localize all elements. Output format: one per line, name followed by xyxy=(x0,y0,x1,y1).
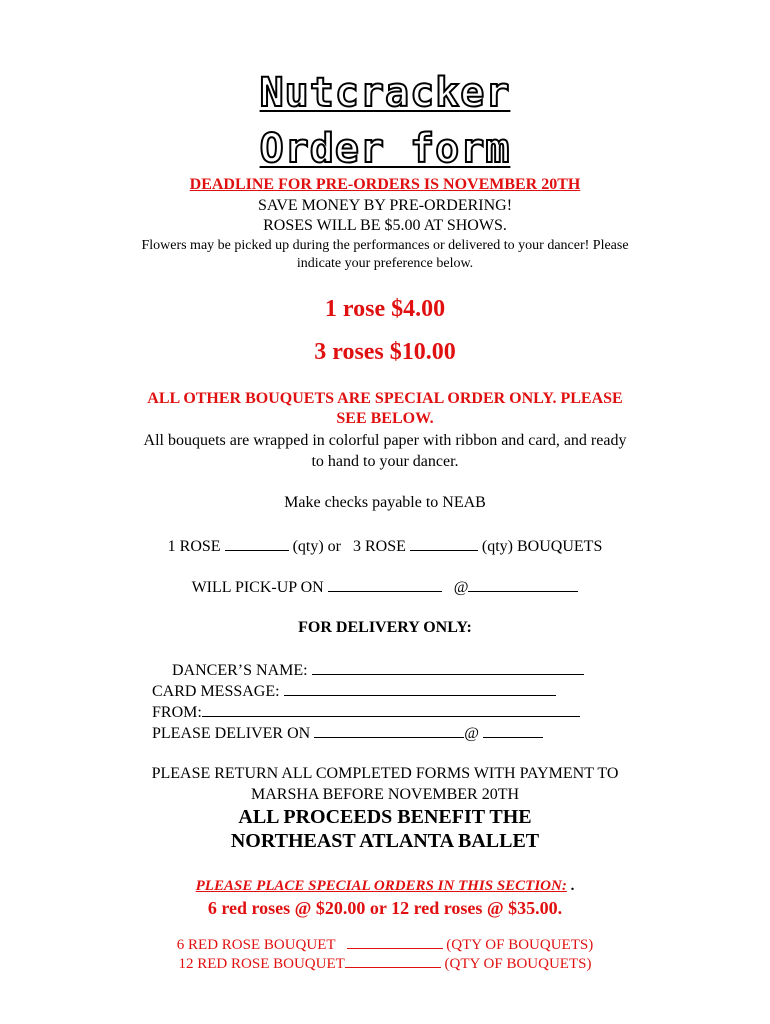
deadline-text: DEADLINE FOR PRE-ORDERS IS NOVEMBER 20TH xyxy=(189,176,581,193)
special-order-line-1: ALL OTHER BOUQUETS ARE SPECIAL ORDER ONLY. PLEASE xyxy=(147,390,623,407)
from-field[interactable] xyxy=(202,702,580,717)
dancer-name-field[interactable] xyxy=(312,660,584,675)
from-label: FROM: xyxy=(152,704,202,721)
one-rose-qty-label: (qty) or xyxy=(292,538,341,555)
bouquet-twelve-qty-label: (QTY OF BOUQUETS) xyxy=(444,956,592,972)
deliver-time-field[interactable] xyxy=(483,723,543,738)
three-rose-qty-field[interactable] xyxy=(410,536,478,551)
special-section-line xyxy=(0,878,770,895)
checks-payable-text: Make checks payable to NEAB xyxy=(284,494,486,511)
flowers-note-line-1: Flowers may be picked up during the performances or delivered to your dancer! Please xyxy=(141,238,629,253)
proceeds-line-1: ALL PROCEEDS BENEFIT THE xyxy=(238,806,532,828)
card-message-field[interactable] xyxy=(284,681,556,696)
card-message-label: CARD MESSAGE: xyxy=(152,683,280,700)
deliver-on-row xyxy=(152,723,543,743)
bouquet-six-row xyxy=(0,934,770,954)
title-line-1: Nutcracker xyxy=(259,70,511,116)
pickup-date-field[interactable] xyxy=(328,577,442,592)
save-money-text: SAVE MONEY BY PRE-ORDERING! xyxy=(257,197,513,214)
three-rose-label: 3 ROSE xyxy=(353,538,406,555)
price-three-roses: 3 roses $10.00 xyxy=(314,339,456,365)
return-line-1: PLEASE RETURN ALL COMPLETED FORMS WITH PAYMENT TO xyxy=(151,765,619,782)
dancer-name-row xyxy=(172,660,584,680)
wrapped-line-2: to hand to your dancer. xyxy=(311,453,459,470)
price-one-rose: 1 rose $4.00 xyxy=(324,296,446,322)
deliver-on-label: PLEASE DELIVER ON xyxy=(152,725,311,742)
pickup-at-sign: @ xyxy=(453,579,469,596)
card-message-row xyxy=(152,681,556,701)
pickup-time-field[interactable] xyxy=(468,577,578,592)
special-order-line-2: SEE BELOW. xyxy=(336,410,434,427)
flowers-note-line-2: indicate your preference below. xyxy=(296,256,474,271)
from-row xyxy=(152,702,580,722)
one-rose-qty-field[interactable] xyxy=(225,536,289,551)
special-prices-text: 6 red roses @ $20.00 or 12 red roses @ $35.00. xyxy=(207,898,563,918)
bouquet-twelve-label: 12 RED ROSE BOUQUET xyxy=(178,956,345,972)
pickup-line xyxy=(0,577,770,597)
deliver-date-field[interactable] xyxy=(314,723,464,738)
title-line-2: Order form xyxy=(259,126,511,172)
delivery-header: FOR DELIVERY ONLY: xyxy=(298,619,472,636)
bouquet-twelve-row xyxy=(0,953,770,973)
special-section-text: PLEASE PLACE SPECIAL ORDERS IN THIS SECTION: xyxy=(195,878,567,894)
bouquet-six-label: 6 RED ROSE BOUQUET xyxy=(176,937,336,953)
one-rose-label: 1 ROSE xyxy=(167,538,221,555)
proceeds-line-2: NORTHEAST ATLANTA BALLET xyxy=(230,830,540,852)
roses-price-shows-text: ROSES WILL BE $5.00 AT SHOWS. xyxy=(263,217,507,234)
deliver-at-sign: @ xyxy=(464,725,479,742)
three-rose-qty-label: (qty) BOUQUETS xyxy=(481,538,603,555)
special-section-dot: . xyxy=(566,878,575,894)
dancer-name-label: DANCER’S NAME: xyxy=(172,662,308,679)
return-line-2: MARSHA BEFORE NOVEMBER 20TH xyxy=(250,786,520,803)
bouquet-twelve-qty-field[interactable] xyxy=(345,953,441,968)
pickup-label: WILL PICK-UP ON xyxy=(191,579,324,596)
bouquet-six-qty-field[interactable] xyxy=(347,934,443,949)
bouquet-six-qty-label: (QTY OF BOUQUETS) xyxy=(446,937,594,953)
quantity-line xyxy=(0,536,770,556)
wrapped-line-1: All bouquets are wrapped in colorful paper with ribbon and card, and ready xyxy=(143,432,627,449)
